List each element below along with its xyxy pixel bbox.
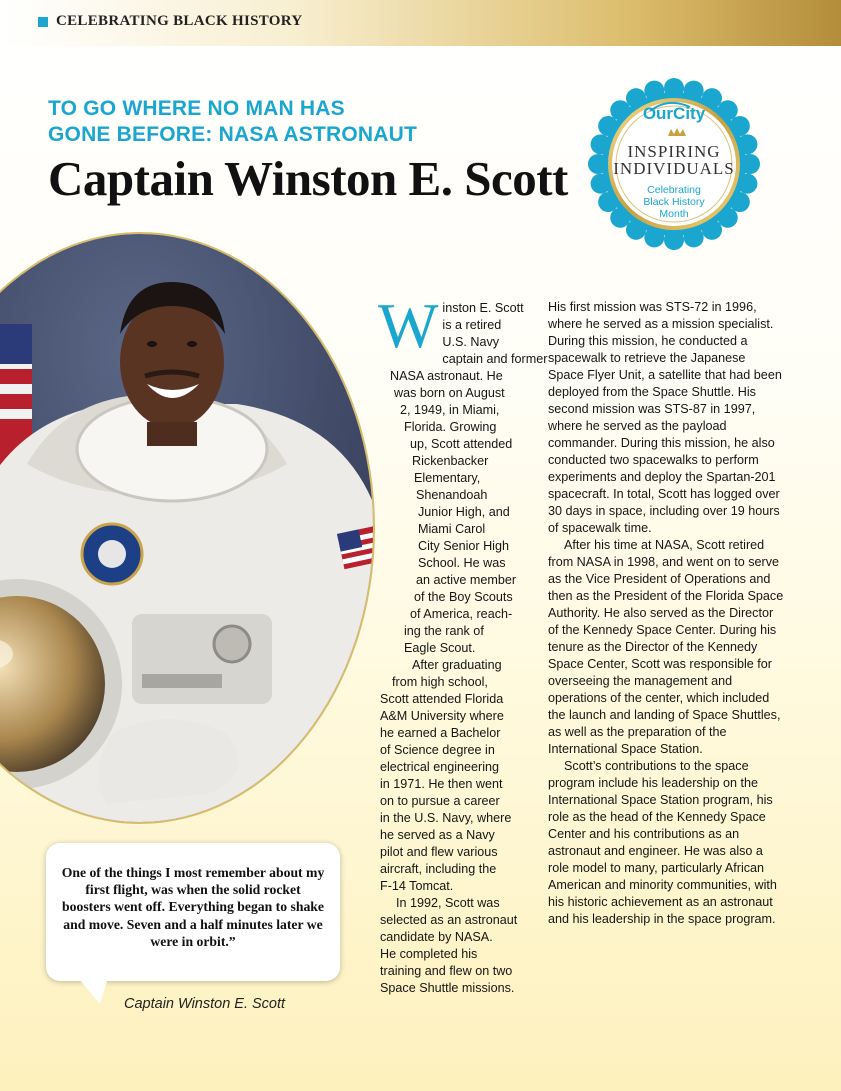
column-1-line: aircraft, including the <box>380 862 497 876</box>
column-1-line: an active member <box>416 573 517 587</box>
column-1-line: Rickenbacker <box>412 454 489 468</box>
article-column-1 <box>378 290 548 997</box>
column-1-line: 2, 1949, in Miami, <box>400 403 500 417</box>
column-1-line: he earned a Bachelor <box>380 726 501 740</box>
section-marker-icon <box>38 17 48 27</box>
column-1-line: Miami Carol <box>418 522 486 536</box>
badge-line-2: INDIVIDUALS <box>613 159 735 178</box>
column-1-line: Shenandoah <box>416 488 488 502</box>
column-1-line: Scott attended Florida <box>380 692 504 706</box>
column-1-line: was born on August <box>394 386 505 400</box>
pull-quote-bubble <box>46 843 340 981</box>
section-label: CELEBRATING BLACK HISTORY <box>56 13 303 29</box>
column-1-line: Eagle Scout. <box>404 641 476 655</box>
body-paragraph-3: Scott’s contributions to the space program include his leadership on the International Space Station program, his role as the head of the Kennedy Space Center and his contributions as an astronaut and engineer. He was also a role model to many, particularly African American and minority communities, with his historic achievement as an astronaut and his leadership in the space program. <box>548 759 777 926</box>
pull-quote-text: One of the things I most remember about my first flight, was when the solid rocket boosters went off. Everything began to shake and move. Seven and a half minutes later we were in orbit.” <box>61 865 325 949</box>
column-1-line: he served as a Navy <box>380 828 495 842</box>
inspiring-individuals-badge <box>588 78 760 250</box>
column-1-line: in 1971. He then went <box>380 777 503 791</box>
column-1-line: After graduating <box>412 658 502 672</box>
column-1-line: of America, reach- <box>410 607 513 621</box>
quote-attribution: Captain Winston E. Scott <box>124 996 286 1012</box>
badge-brand: OurCity <box>642 104 706 123</box>
astronaut-illustration <box>0 234 373 822</box>
astronaut-portrait-photo <box>0 232 375 824</box>
column-1-line: ing the rank of <box>404 624 484 638</box>
drop-cap: W <box>378 290 439 361</box>
badge-sub-3: Month <box>659 208 689 220</box>
badge-line-1: INSPIRING <box>627 142 721 161</box>
column-1-line: A&M University where <box>380 709 504 723</box>
column-1-line: captain and former <box>442 352 548 366</box>
column-1-line: NASA astronaut. He <box>390 369 503 383</box>
badge-sub-1: Celebrating <box>647 184 701 196</box>
column-1-line: Space Shuttle missions. <box>380 981 515 995</box>
column-1-line: electrical engineering <box>380 760 500 774</box>
badge-sub-2: Black History <box>643 196 705 208</box>
kicker-line-1: TO GO WHERE NO MAN HAS <box>48 97 345 120</box>
body-paragraph-2: After his time at NASA, Scott retired from NASA in 1998, and went on to serve as the Vice President of Operations and then as the President of the Florida Space Authority. He also served as the Director of the Kennedy Space Center. During his tenure as the Director of the Kennedy Space Center, Scott was responsible for overseeing the management and operations of the center, which included the launch and landing of Space Shuttles, as well as the preparation of the International Space Station. <box>548 538 784 756</box>
column-1-line: up, Scott attended <box>410 437 513 451</box>
column-1-line: Florida. Growing <box>404 420 497 434</box>
column-1-line: in the U.S. Navy, where <box>380 811 512 825</box>
column-1-line: inston E. Scott <box>442 301 524 315</box>
quote-bubble-tail-icon <box>78 978 128 1008</box>
kicker-line-2: GONE BEFORE: NASA ASTRONAUT <box>48 123 418 146</box>
column-1-line: City Senior High <box>418 539 509 553</box>
column-1-line: Elementary, <box>414 471 481 485</box>
column-1-line: on to pursue a career <box>380 794 500 808</box>
column-1-line: selected as an astronaut <box>380 913 518 927</box>
column-1-line: of the Boy Scouts <box>414 590 513 604</box>
column-1-line: U.S. Navy <box>442 335 500 349</box>
column-1-line: In 1992, Scott was <box>396 896 500 910</box>
body-paragraph-1: His first mission was STS-72 in 1996, where he served as a mission specialist. During this mission, he conducted a spacewalk to retrieve the Japanese Space Flyer Unit, a satellite that had been deployed from the Space Shuttle. His second mission was STS-87 in 1997, where he served as the payload commander. During this mission, he also conducted two spacewalks to perform experiments and deploy the Spartan-201 spacecraft. In total, Scott has logged over 30 days in space, including over 19 hours of spacewalk time. <box>548 300 782 535</box>
column-1-line: is a retired <box>442 318 502 332</box>
article-kicker <box>48 96 417 148</box>
column-1-line: training and flew on two <box>380 964 513 978</box>
column-1-line: candidate by NASA. <box>380 930 493 944</box>
article-column-2 <box>548 299 784 928</box>
column-1-line: He completed his <box>380 947 478 961</box>
column-1-line: F-14 Tomcat. <box>380 879 454 893</box>
column-1-line: of Science degree in <box>380 743 495 757</box>
article-title: Captain Winston E. Scott <box>48 151 568 206</box>
section-header-bar <box>0 0 841 46</box>
column-1-line: from high school, <box>392 675 488 689</box>
column-1-line: pilot and flew various <box>380 845 498 859</box>
column-1-line: Junior High, and <box>418 505 510 519</box>
column-1-line: School. He was <box>418 556 506 570</box>
